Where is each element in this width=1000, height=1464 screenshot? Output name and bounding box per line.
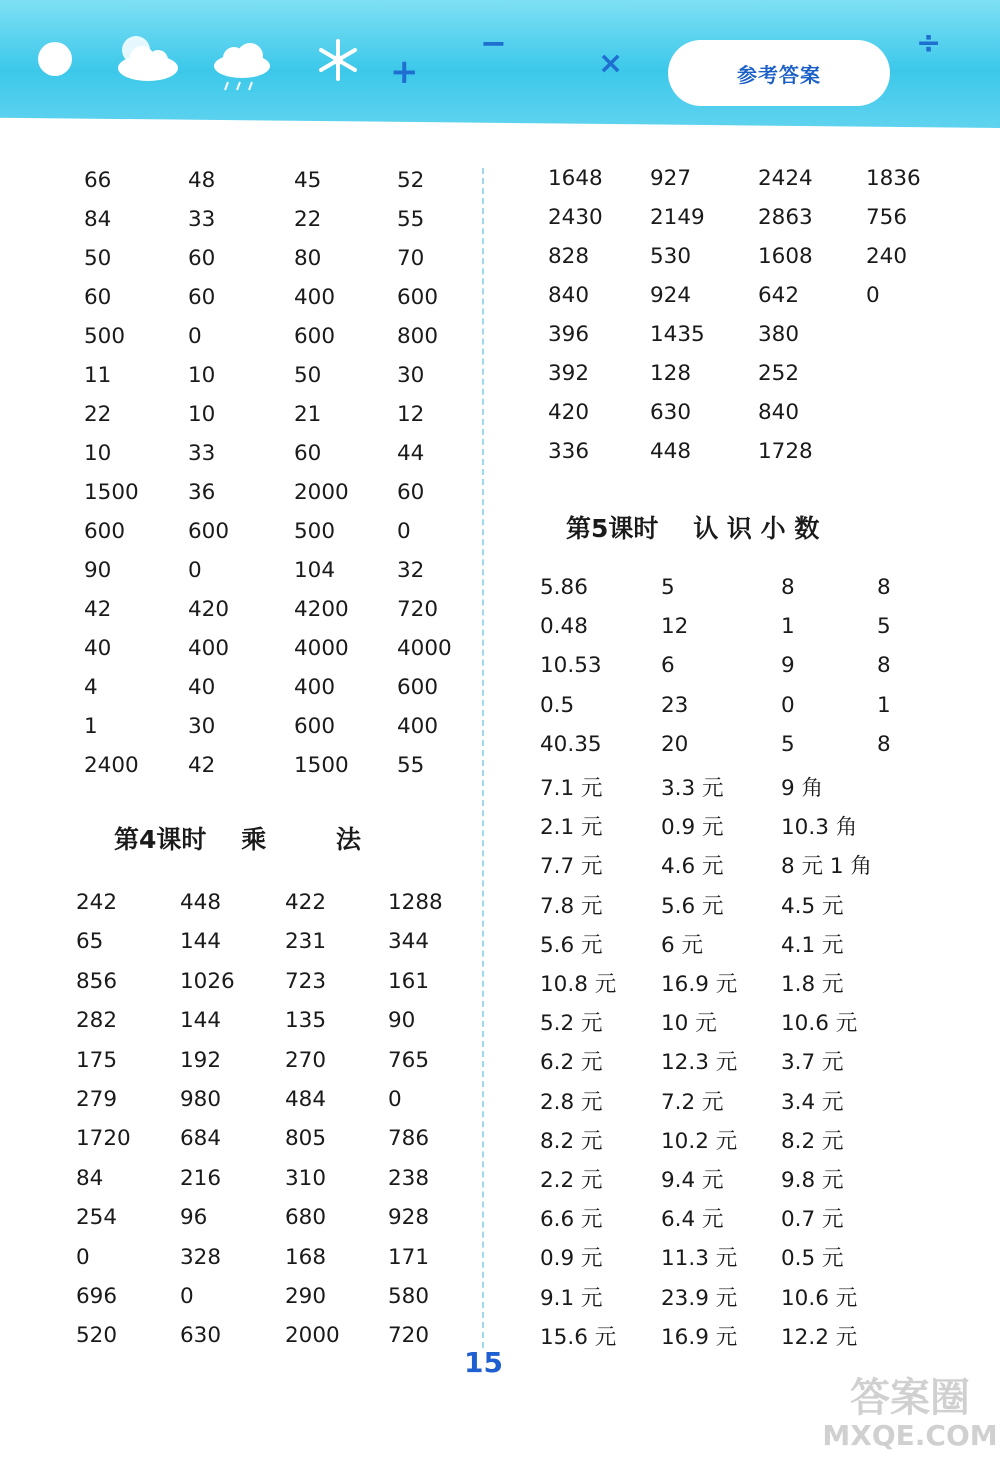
answer-cell: 175 [76,1047,118,1073]
answer-cell: 242 [76,890,118,915]
snowflake-icon [316,38,360,82]
answer-cell: 680 [285,1205,327,1231]
answer-cell: 9 [781,653,795,679]
answer-cell: 23.9 元 [661,1285,738,1311]
answer-cell: 9.4 元 [661,1168,724,1193]
answer-cell: 4200 [294,597,349,622]
answer-cell: 1 [781,614,795,640]
answer-cell: 8 [877,653,891,679]
answer-cell: 696 [76,1284,118,1309]
answer-cell: 65 [76,929,104,955]
answer-cell: 8 [781,575,795,600]
answer-cell: 60 [397,480,425,505]
answer-cell: 4000 [294,636,349,661]
minus-icon: − [480,24,507,62]
answer-cell: 400 [294,675,336,700]
answer-cell: 1500 [84,480,139,505]
section-5-title: 第5课时 认 识 小 数 [566,514,820,543]
answer-cell: 10.2 元 [661,1128,738,1154]
answer-cell: 8 [877,731,891,757]
answer-cell: 580 [388,1284,430,1309]
answer-cell: 12.3 元 [661,1050,738,1076]
answer-cell: 1435 [650,322,705,347]
answer-cell: 805 [285,1126,327,1152]
answer-cell: 0.5 [540,692,575,718]
answer-cell: 520 [76,1323,118,1349]
answer-cell: 0 [781,692,795,718]
answer-cell: 231 [285,929,327,955]
answer-cell: 600 [84,519,126,544]
answer-cell: 600 [294,714,336,739]
answer-cell: 52 [397,168,425,193]
answer-cell: 10 [188,363,216,388]
answer-cell: 336 [548,439,590,464]
answer-cell: 4.6 元 [661,854,724,880]
times-icon: × [598,46,624,81]
answer-cell: 396 [548,322,590,347]
answer-cell: 642 [758,283,800,308]
answer-cell: 3.3 元 [661,776,724,801]
answer-cell: 2400 [84,753,139,778]
watermark [820,1376,1000,1452]
answer-cell: 7.1 元 [540,776,603,801]
answer-cell: 600 [188,519,230,544]
answer-cell: 50 [294,363,322,388]
answer-cell: 22 [294,207,322,232]
answer-cell: 8.2 元 [781,1128,844,1154]
answer-cell: 23 [661,692,689,718]
sun-icon [38,42,72,76]
answer-cell: 800 [397,324,439,349]
answer-cell: 1836 [866,166,921,191]
answer-cell: 12.2 元 [781,1324,858,1350]
answer-cell: 530 [650,244,692,269]
answer-cell: 684 [180,1126,222,1152]
answer-cell: 1500 [294,753,349,778]
answer-cell: 1 [84,714,98,739]
answer-cell: 840 [758,400,800,425]
answer-cell: 840 [548,283,590,308]
answer-cell: 1728 [758,439,813,464]
answer-cell: 6.2 元 [540,1050,603,1076]
answer-cell: 40 [188,675,216,700]
answer-cell: 5 [661,575,675,600]
answer-cell: 21 [294,402,322,427]
answer-cell: 60 [84,285,112,310]
answer-cell: 2.8 元 [540,1089,603,1115]
divide-icon: ÷ [916,26,942,61]
answer-cell: 0 [388,1087,402,1112]
answer-cell: 0.48 [540,614,588,640]
answer-cell: 310 [285,1165,327,1191]
answer-cell: 9.1 元 [540,1285,603,1311]
answer-cell: 765 [388,1047,430,1073]
answer-cell: 3.4 元 [781,1089,844,1115]
answer-cell: 20 [661,731,689,757]
answer-cell: 2.1 元 [540,815,603,841]
answer-cell: 216 [180,1165,222,1191]
answer-cell: 8 [877,575,891,600]
answer-cell: 400 [397,714,439,739]
answer-cell: 1648 [548,166,603,191]
answer-cell: 11 [84,363,112,388]
answer-cell: 50 [84,246,112,271]
answer-cell: 9.8 元 [781,1168,844,1193]
answer-cell: 6.6 元 [540,1207,603,1233]
watermark-line-2: MXQE.COM [822,1419,998,1452]
answer-key-label: 参考答案 [737,62,821,87]
answer-cell: 10.3 角 [781,815,858,841]
answer-cell: 600 [397,675,439,700]
answer-cell: 252 [758,361,800,386]
answer-cell: 84 [76,1165,104,1191]
answer-cell: 380 [758,322,800,347]
answer-cell: 720 [388,1323,430,1349]
answer-cell: 4000 [397,636,452,661]
answer-cell: 15.6 元 [540,1324,617,1350]
answer-cell: 290 [285,1284,327,1309]
answer-cell: 128 [650,361,692,386]
answer-cell: 2.2 元 [540,1168,603,1193]
answer-cell: 1.8 元 [781,972,844,997]
answer-cell: 630 [650,400,692,425]
answer-cell: 4.1 元 [781,932,844,958]
answer-cell: 0.9 元 [661,815,724,841]
answer-cell: 30 [188,714,216,739]
answer-cell: 6 [661,653,675,679]
answer-cell: 7.8 元 [540,893,603,919]
answer-cell: 5 [781,731,795,757]
answer-cell: 2863 [758,205,813,230]
answer-cell: 0 [76,1244,90,1270]
answer-cell: 8.2 元 [540,1128,603,1154]
answer-cell: 400 [188,636,230,661]
answer-cell: 0 [180,1284,194,1309]
answer-cell: 2000 [294,480,349,505]
answer-cell: 7.7 元 [540,854,603,880]
answer-cell: 10.6 元 [781,1011,858,1037]
answer-cell: 756 [866,205,908,230]
answer-cell: 42 [188,753,216,778]
answer-cell: 40.35 [540,731,602,757]
answer-key-badge [668,40,890,106]
answer-cell: 484 [285,1087,327,1112]
answer-cell: 0.7 元 [781,1207,844,1233]
answer-cell: 0 [188,324,202,349]
answer-cell: 36 [188,480,216,505]
answer-cell: 600 [294,324,336,349]
answer-cell: 786 [388,1126,430,1152]
answer-cell: 238 [388,1165,430,1191]
answer-cell: 33 [188,207,216,232]
answer-cell: 168 [285,1244,327,1270]
answer-cell: 720 [397,597,439,622]
answer-cell: 4 [84,675,98,700]
answer-cell: 927 [650,166,692,191]
answer-cell: 5.6 元 [540,932,603,958]
answer-cell: 6.4 元 [661,1207,724,1233]
answer-cell: 192 [180,1047,222,1073]
answer-cell: 44 [397,441,425,466]
answer-cell: 45 [294,168,322,193]
answer-cell: 70 [397,246,425,271]
answer-cell: 1720 [76,1126,131,1152]
answer-cell: 500 [294,519,336,544]
answer-cell: 0 [866,283,880,308]
answer-cell: 84 [84,207,112,232]
answer-cell: 10 元 [661,1011,717,1037]
cloud-sun-icon [112,32,182,84]
answer-cell: 422 [285,890,327,915]
answer-cell: 96 [180,1205,208,1231]
answer-cell: 2000 [285,1323,340,1349]
answer-cell: 856 [76,968,118,994]
answer-cell: 10.53 [540,653,602,679]
answer-cell: 3.7 元 [781,1050,844,1076]
column-divider [482,168,484,1348]
answer-cell: 392 [548,361,590,386]
rain-cloud-icon [210,40,274,92]
answer-cell: 135 [285,1008,327,1034]
answer-cell: 7.2 元 [661,1089,724,1115]
answer-cell: 60 [188,285,216,310]
answer-cell: 420 [188,597,230,622]
answer-cell: 144 [180,1008,222,1034]
answer-cell: 828 [548,244,590,269]
answer-cell: 10 [84,441,112,466]
answer-cell: 144 [180,929,222,955]
answer-cell: 22 [84,402,112,427]
answer-cell: 0 [188,558,202,583]
answer-cell: 171 [388,1244,430,1270]
answer-cell: 600 [397,285,439,310]
answer-cell: 240 [866,244,908,269]
answer-cell: 924 [650,283,692,308]
answer-cell: 344 [388,929,430,955]
answer-cell: 630 [180,1323,222,1349]
answer-cell: 448 [180,890,222,915]
page-number: 15 [464,1346,503,1379]
answer-cell: 48 [188,168,216,193]
answer-cell: 104 [294,558,336,583]
answer-cell: 8 元 1 角 [781,854,872,880]
answer-cell: 448 [650,439,692,464]
answer-cell: 5.2 元 [540,1011,603,1037]
answer-cell: 161 [388,968,430,994]
answer-cell: 420 [548,400,590,425]
answer-cell: 42 [84,597,112,622]
watermark-line-1: 答案圈 [850,1375,970,1421]
answer-cell: 5.6 元 [661,893,724,919]
answer-cell: 500 [84,324,126,349]
answer-cell: 16.9 元 [661,972,738,997]
answer-cell: 723 [285,968,327,994]
answer-cell: 1288 [388,890,443,915]
answer-cell: 0.5 元 [781,1246,844,1272]
answer-cell: 10.8 元 [540,972,617,997]
answer-cell: 9 角 [781,776,824,801]
answer-cell: 400 [294,285,336,310]
answer-cell: 11.3 元 [661,1246,738,1272]
answer-cell: 55 [397,753,425,778]
answer-cell: 2430 [548,205,603,230]
answer-cell: 2149 [650,205,705,230]
answer-cell: 0 [397,519,411,544]
answer-cell: 279 [76,1087,118,1112]
answer-cell: 254 [76,1205,118,1231]
answer-cell: 0.9 元 [540,1246,603,1272]
answer-cell: 66 [84,168,112,193]
answer-cell: 40 [84,636,112,661]
plus-icon: + [390,52,419,92]
answer-cell: 980 [180,1087,222,1112]
answer-cell: 10.6 元 [781,1285,858,1311]
answer-cell: 6 元 [661,932,704,958]
answer-cell: 5.86 [540,575,588,600]
answer-cell: 4.5 元 [781,893,844,919]
answer-cell: 30 [397,363,425,388]
answer-cell: 282 [76,1008,118,1034]
answer-cell: 928 [388,1205,430,1231]
answer-cell: 1026 [180,968,235,994]
answer-cell: 2424 [758,166,813,191]
answer-cell: 33 [188,441,216,466]
answer-cell: 5 [877,614,891,640]
answer-cell: 60 [294,441,322,466]
answer-cell: 90 [388,1008,416,1034]
answer-cell: 270 [285,1047,327,1073]
answer-cell: 1608 [758,244,813,269]
answer-cell: 12 [661,614,689,640]
answer-cell: 32 [397,558,425,583]
answer-cell: 328 [180,1244,222,1270]
answer-cell: 16.9 元 [661,1324,738,1350]
answer-cell: 10 [188,402,216,427]
answer-cell: 90 [84,558,112,583]
answer-cell: 80 [294,246,322,271]
section-4-title: 第4课时 乘 法 [114,825,361,854]
answer-cell: 1 [877,692,891,718]
answer-cell: 12 [397,402,425,427]
answer-cell: 60 [188,246,216,271]
answer-cell: 55 [397,207,425,232]
